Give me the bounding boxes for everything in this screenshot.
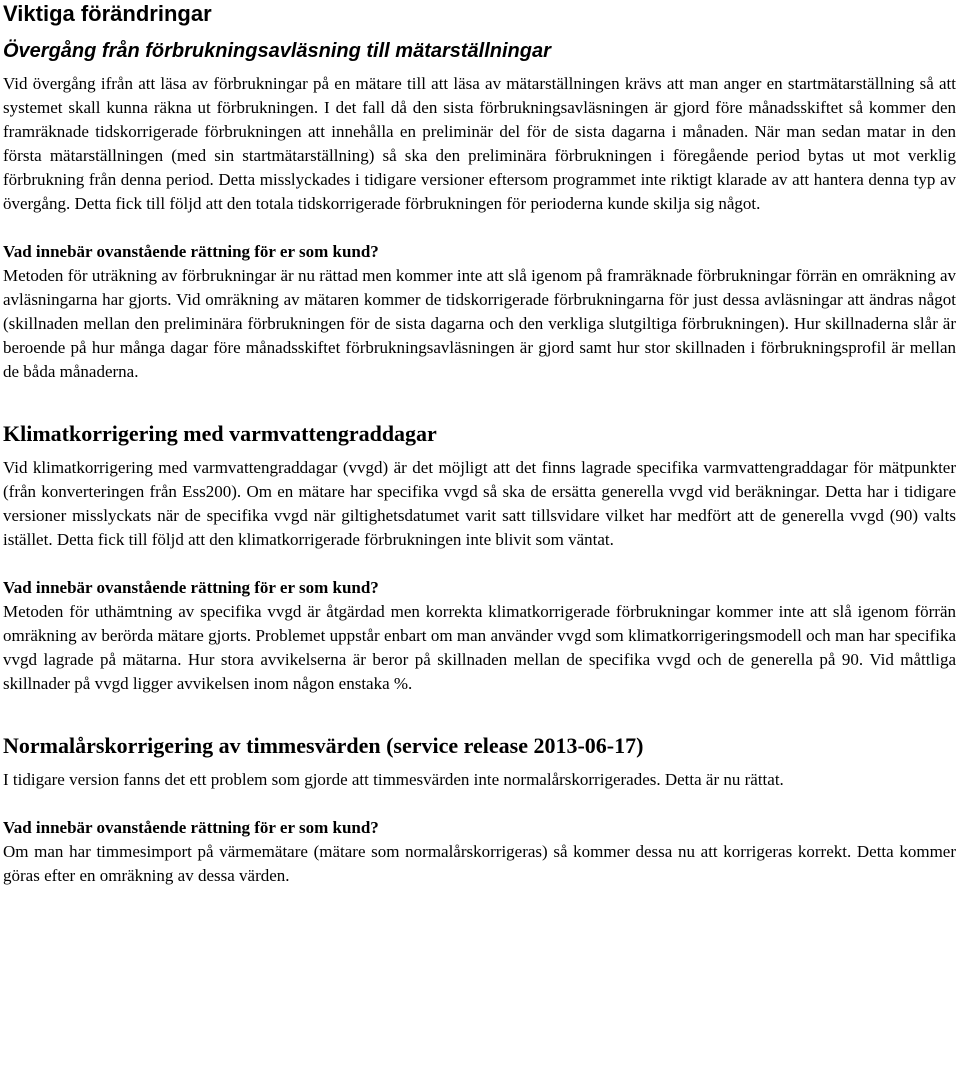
section-meter-reading-transition xyxy=(3,38,956,384)
section-climate-correction xyxy=(3,420,956,696)
customer-impact-answer: Metoden för uträkning av förbrukningar är nu rättad men kommer inte att slå igenom på framräknade förbrukningar förrän en omräkning av avläsningarna har gjorts. Vid omräkning av mätaren kommer de tidskorrigerade förbrukningarna för just dessa avläsningar att ändras något (skillnaden mellan den preliminära förbrukningen för de sista dagarna och den verkliga slutgiltiga förbrukningen). Hur skillnaderna slår är beroende på hur många dagar före månadsskiftet förbrukningsavläsningen är gjord samt hur stor skillnaden i förbrukningsprofil är mellan de båda månaderna. xyxy=(3,266,956,381)
customer-impact-answer: Om man har timmesimport på värmemätare (mätare som normalårskorrigeras) så kommer dessa nu att korrigeras korrekt. Detta kommer göras efter en omräkning av dessa värden. xyxy=(3,842,956,885)
section-heading: Klimatkorrigering med varmvattengraddagar xyxy=(3,421,437,446)
customer-impact-question: Vad innebär ovanstående rättning för er som kund? xyxy=(3,818,379,837)
customer-impact-question: Vad innebär ovanstående rättning för er som kund? xyxy=(3,578,379,597)
section-body: Vid övergång ifrån att läsa av förbrukningar på en mätare till att läsa av mätarställningen krävs att man anger en startmätarställning så att systemet skall kunna räkna ut förbrukningen. I det fall då den sista förbrukningsavläsningen är gjord före månadsskiftet så kommer den framräknade tidskorrigerade förbrukningen att innehålla en preliminär del för de sista dagarna i månaden. När man sedan matar in den första mätarställningen (med sin startmätarställning) så ska den preliminära förbrukningen i föregående period bytas ut mot verklig förbrukning från denna period. Detta misslyckades i tidigare versioner eftersom programmet inte riktigt klarade av att hantera denna typ av övergång. Detta fick till följd att den totala tidskorrigerade förbrukningen för perioderna kunde skilja sig något. xyxy=(3,74,956,213)
section-subheading: Övergång från förbrukningsavläsning till mätarställningar xyxy=(3,40,551,62)
section-body: Vid klimatkorrigering med varmvattengraddagar (vvgd) är det möjligt att det finns lagrade specifika varmvattengraddagar för mätpunkter (från konverteringen från Ess200). Om en mätare har specifika vvgd så ska de ersätta generella vvgd vid beräkningar. Detta har i tidigare versioner misslyckats när de specifika vvgd när giltighetsdatumet varit satt tillsvidare vilket har medfört att de generella vvgd (90) valts istället. Detta fick till följd att den klimatkorrigerade förbrukningen inte blivit som väntat. xyxy=(3,458,956,549)
section-normal-year-correction xyxy=(3,732,956,888)
customer-impact-question: Vad innebär ovanstående rättning för er som kund? xyxy=(3,242,379,261)
section-body: I tidigare version fanns det ett problem som gjorde att timmesvärden inte normalårskorrigerades. Detta är nu rättat. xyxy=(3,770,784,789)
customer-impact-answer: Metoden för uthämtning av specifika vvgd är åtgärdad men korrekta klimatkorrigerade förbrukningar kommer inte att slå igenom förrän omräkning av berörda mätare gjorts. Problemet uppstår enbart om man använder vvgd som klimatkorrigeringsmodell och man har specifika vvgd lagrade på mätarna. Hur stora avvikelserna är beror på skillnaden mellan de specifika vvgd och de generella på 90. Vid måttliga skillnader på vvgd ligger avvikelsen inom någon enstaka %. xyxy=(3,602,956,693)
section-heading: Normalårskorrigering av timmesvärden (service release 2013-06-17) xyxy=(3,733,644,758)
main-heading: Viktiga förändringar xyxy=(3,1,212,26)
